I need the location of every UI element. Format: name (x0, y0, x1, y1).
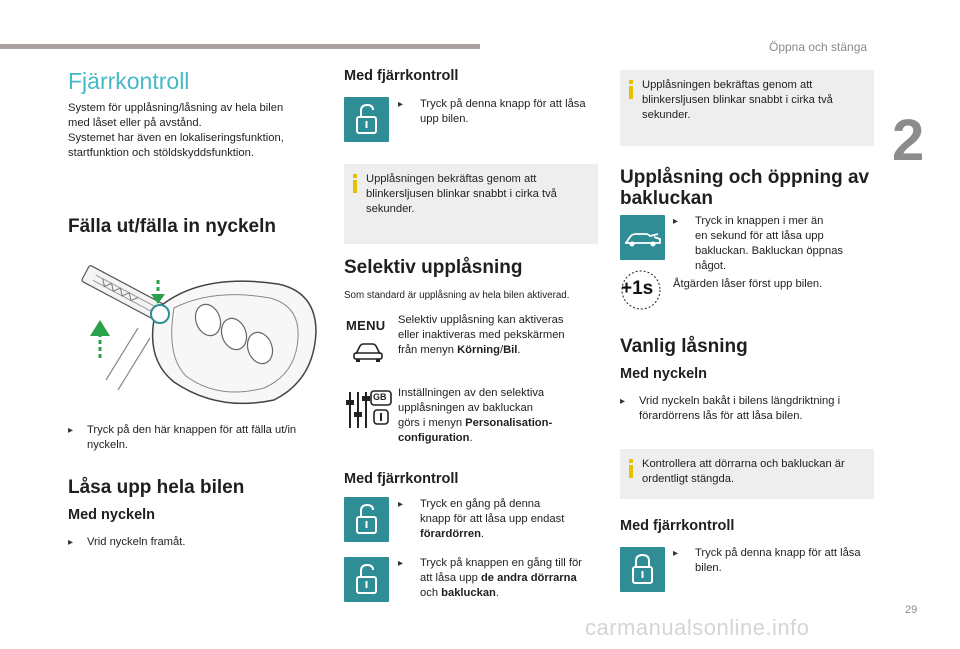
normal-lock-heading: Vanlig låsning (620, 336, 748, 357)
unlock-car-heading: Låsa upp hela bilen (68, 477, 245, 498)
menu-instruction: Selektiv upplåsning kan aktiveras eller inaktiveras med pekskärmen från menyn Körning/Bil. (398, 314, 565, 356)
bullet-icon: ▸ (398, 558, 404, 569)
unlock-others-instruction: ▸ Tryck på knappen en gång till för att låsa upp de andra dörrarna och bakluckan. (398, 557, 582, 599)
settings-sliders-icon (344, 388, 394, 433)
info-box-check-doors: Kontrollera att dörrarna och bakluckan är ordentligt stängda. (620, 449, 874, 499)
lock-remote-instruction: ▸ Tryck på denna knapp för att låsa bilen. (673, 547, 861, 574)
unlock-driver-instruction: ▸ Tryck en gång på denna knapp för att låsa upp endast förardörren. (398, 498, 565, 540)
gb-label: GB (373, 392, 387, 402)
selective-default-note: Som standard är upplåsning av hela bilen aktiverad. (344, 290, 570, 301)
page-number: 29 (905, 604, 918, 616)
remote-heading: Med fjärrkontroll (344, 68, 459, 84)
trunk-instruction: ▸ Tryck in knappen i mer än en sekund för att låsa upp bakluckan. Bakluckan öppnas något. (673, 215, 844, 272)
info-icon (353, 174, 357, 192)
unlock-padlock-icon (344, 97, 389, 142)
lock-key-subheading: Med nyckeln (620, 366, 708, 382)
unlock-key-subheading: Med nyckeln (68, 507, 156, 523)
fold-key-instruction: ▸ Tryck på den här knappen för att fälla ut/in nyckeln. (68, 424, 297, 451)
section-title: Öppna och stänga (769, 40, 868, 54)
watermark: carmanualsonline.info (585, 615, 810, 640)
info-box-unlock-confirm-top: Upplåsningen bekräftas genom att blinkersljusen blinkar snabbt i cirka två sekunder. (620, 70, 874, 146)
page-title: Fjärrkontroll (68, 68, 190, 94)
chapter-number: 2 (892, 108, 925, 173)
header-bar (0, 44, 480, 49)
menu-car-icon: MENU (344, 318, 392, 368)
intro-text: System för upplåsning/låsning av hela bilen med låset eller på avstånd. Systemet har även en lokaliseringsfunktion, startfunktion och stöldskyddsfunktion. (68, 102, 284, 159)
settings-instruction: Inställningen av den selektiva upplåsningen av bakluckan görs i menyn Personalisation- configuration. (398, 387, 553, 444)
unlock-driver-padlock-icon (344, 497, 389, 542)
trunk-car-icon (620, 215, 665, 260)
lock-remote-subheading: Med fjärrkontroll (620, 518, 735, 534)
info-icon (629, 459, 633, 477)
lock-padlock-icon (620, 547, 665, 592)
remote-unlock-instruction: ▸ Tryck på denna knapp för att låsa upp bilen. (398, 98, 586, 125)
bullet-icon: ▸ (398, 499, 404, 510)
unlock-all-padlock-icon (344, 557, 389, 602)
bullet-icon: ▸ (620, 396, 626, 407)
bullet-icon: ▸ (68, 537, 74, 548)
unlock-key-instruction: ▸ Vrid nyckeln framåt. (68, 536, 186, 548)
remote-selective-heading: Med fjärrkontroll (344, 471, 459, 487)
bullet-icon: ▸ (673, 548, 679, 559)
info-icon (629, 80, 633, 98)
selective-unlock-heading: Selektiv upplåsning (344, 257, 523, 278)
trunk-note: Åtgärden låser först upp bilen. (673, 278, 823, 290)
info-box-unlock-confirm: Upplåsningen bekräftas genom att blinkersljusen blinkar snabbt i cirka två sekunder. (344, 164, 598, 244)
trunk-unlock-heading: Upplåsning och öppning av bakluckan (620, 167, 870, 209)
bullet-icon: ▸ (398, 99, 404, 110)
one-second-press-icon: +1s (620, 269, 662, 311)
lock-key-instruction: ▸ Vrid nyckeln bakåt i bilens längdriktning i förardörrens lås för att låsa bilen. (620, 395, 841, 422)
key-illustration (78, 262, 318, 412)
bullet-icon: ▸ (673, 216, 679, 227)
fold-key-heading: Fälla ut/fälla in nyckeln (68, 216, 277, 237)
bullet-icon: ▸ (68, 425, 74, 436)
